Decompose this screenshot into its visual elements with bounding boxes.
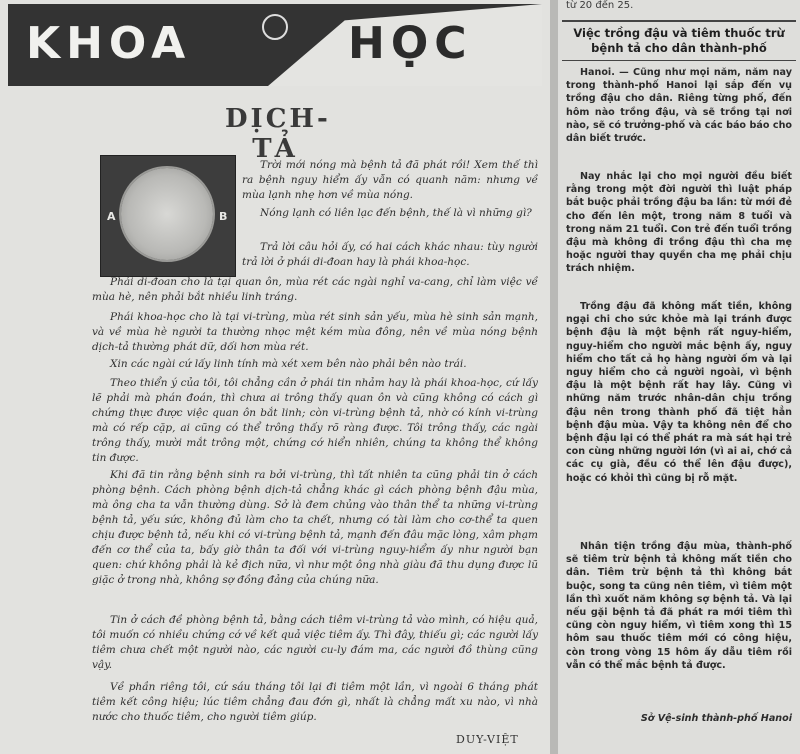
bacteria-illustration: [100, 155, 236, 277]
paragraph-5: Phái khoa-học cho là tại vi-trùng, mùa rét sinh sản yếu, mùa hè sinh sản mạnh, và về mùa hè người ta thường nhọc mệt kém mùa đông, nên về mùa nóng bệnh dịch-tả thường phát dữ, dối hơn mùa rét.: [92, 311, 538, 353]
paragraph-9: Tin ở cách đề phòng bệnh tả, bằng cách tiêm vi-trùng tả vào mình, có hiệu quả, tôi muốn có nhiều chứng cớ về kết quả việc tiêm ấy. Thì đây, thiếu gì; các người lấy tiêm chưa chết một người nào, các người cu-ly đám ma, các người đồ thùng cũng vậy.: [92, 614, 538, 671]
notice-paragraph-3: Trồng đậu đã không mất tiền, không ngại chi cho sức khỏe mà lại tránh được bệnh đậu là một bệnh rất nguy-hiểm, nguy-hiểm cho người mắc bệnh ấy, nguy hiểm cho tất cả họ hàng người ốm và lại nguy hiểm cho cả người ngoài, vì bệnh đậu là một bệnh rất hay lây. Cũng vì những năm trước nhân-dân chịu trồng đậu nên trong thành phố đã tiệt hẳn bệnh đậu mùa. Vậy ta không nên để cho bệnh đậu lại có thể phát ra mà sát hại trẻ con cùng những người lớn (vì ai ai, chớ cả các cụ già, đều có thể lên đậu được), hoặc có khỏi thì cũng bị rỗ mặt.: [566, 301, 792, 484]
paragraph-4: Phái di-đoan cho là tại quan ôn, mùa rét các ngài nghỉ va-cang, chỉ làm việc về mùa hè, nên phải bắt nhiều linh tráng.: [92, 276, 538, 303]
notice-signature: Sở Vệ-sinh thành-phố Hanoi: [640, 713, 792, 724]
masthead-word-khoa: KHOA: [26, 18, 192, 69]
notice-paragraph-2: Nay nhắc lại cho mọi người đều biết rằng trong một đời người thì luật pháp bắt buộc phải trồng đậu ba lần: từ mới đẻ cho đến lên một, trong năm 8 tuổi và trong năm 21 tuổi. Con trẻ đến tuổi trồng đậu mà không đi trồng đậu thì cha mẹ hoặc người thay quyền cha mẹ phải chịu trách nhiệm.: [566, 171, 792, 275]
author-signature: DUY-VIỆT: [456, 733, 519, 746]
figure-label-b: B: [219, 210, 228, 223]
microscope-view-icon: [121, 168, 213, 260]
figure-label-a: A: [107, 210, 116, 223]
headline-rule: [562, 60, 796, 61]
paragraph-1: Trời mới nóng mà bệnh tả đã phát rồi! Xem thế thì ra bệnh nguy hiểm ấy vẫn có quanh năm: nhưng về mùa lạnh nhẹ hơn về mùa nóng.: [242, 159, 538, 201]
globe-icon: [262, 14, 288, 40]
column-divider: [550, 0, 558, 754]
paragraph-8: Khi đã tin rằng bệnh sinh ra bởi vi-trùng, thì tất nhiên ta cũng phải tin ở cách phòng bệnh. Cách phòng bệnh dịch-tả chẳng khác gì cách phòng bệnh đậu mùa, mà ông cha ta vẫn thường dùng. Sở là đem chủng vào thân thể ta những vi-trùng bệnh tả, yếu sức, không đủ làm cho ta chết, nhưng có tài làm cho cơ-thể ta quen chịu được bệnh tả, nếu khi có vi-trùng bệnh tả, mạnh đến đâu mặc lòng, xâm phạm đến cơ thể của ta, bấy giờ thân ta đối với vi-trùng nguy-hiểm ấy như người bạn quen: chứ không phải là kẻ địch nữa, vì như một ông nhà giàu đã thu dụng được lũ giặc ở trong nhà, không sợ đồng đảng của chúng nữa.: [92, 469, 538, 586]
masthead-word-hoc: HỌC: [348, 18, 473, 69]
paragraph-6: Xin các ngài cứ lấy linh tính mà xét xem bên nào phải bên nào trái.: [110, 358, 467, 370]
top-rule: [562, 20, 796, 22]
notice-paragraph-4: Nhân tiện trồng đậu mùa, thành-phố sẽ tiêm trừ bệnh tả không mất tiền cho dân. Tiêm trừ bệnh tả thì không bắt buộc, song ta cũng nên tiêm, vì tiêm một lần thì xuốt năm không sợ bệnh tả. Và lại nếu gặi bệnh tả đã phát ra mới tiêm thì cũng còn nguy hiểm, vì tiêm xong thì 15 hôm sau thuốc tiêm mới có công hiệu, còn trong vòng 15 hôm ấy dẫu tiêm rồi vẫn có thể mắc bệnh tả được.: [566, 541, 792, 671]
paragraph-3: Trả lời câu hỏi ấy, có hai cách khác nhau: tùy người trả lời ở phái di-đoan hay là phái khoa-học.: [242, 241, 538, 268]
paragraph-2: Nóng lạnh có liên lạc đến bệnh, thế là vì những gì?: [260, 207, 532, 219]
health-notice-article: [558, 0, 800, 754]
article-title: DỊCH-TẢ: [225, 104, 331, 164]
khoa-hoc-masthead: [8, 4, 542, 86]
paragraph-7: Theo thiển ý của tôi, tôi chẳng cần ở phái tin nhảm hay là phái khoa-học, cứ lấy lẽ phải mà phán đoán, thì chưa ai trông thấy quan ôn và cũng không có cách gì chứng thực được việc quan ôn bắt linh; còn vi-trùng bệnh tả, nhờ có kính vi-trùng mà có rếp cặp, ai cũng có thể trông thấy rõ ràng được. Tôi trông thấy, các ngài trông thấy, mười mắt trông một, chứng cớ hiển nhiên, chúng ta không thể không tin được.: [92, 377, 538, 464]
notice-paragraph-1: Hanoi. — Cũng như mọi năm, năm nay trong thành-phố Hanoi lại sắp đến vụ trồng đậu cho dân. Riêng từng phố, đến hôm nào trồng đậu, và sẽ trồng tại nơi nào, sẽ có trưởng-phố và các báo báo cho dân biết trước.: [566, 67, 792, 145]
notice-headline: Việc trồng đậu và tiêm thuốc trừ bệnh tả cho dân thành-phố: [573, 26, 785, 55]
paragraph-10: Về phần riêng tôi, cứ sáu tháng tôi lại đi tiêm một lần, vì ngoài 6 tháng phát tiêm kết công hiệu; lúc tiêm chẳng đau đớn gì, nhất là chẳng mất xu nào, vì nhà nước cho thuốc tiêm, cho người tiêm giúp.: [92, 681, 538, 723]
date-strip: từ 20 đến 25.: [566, 0, 634, 11]
